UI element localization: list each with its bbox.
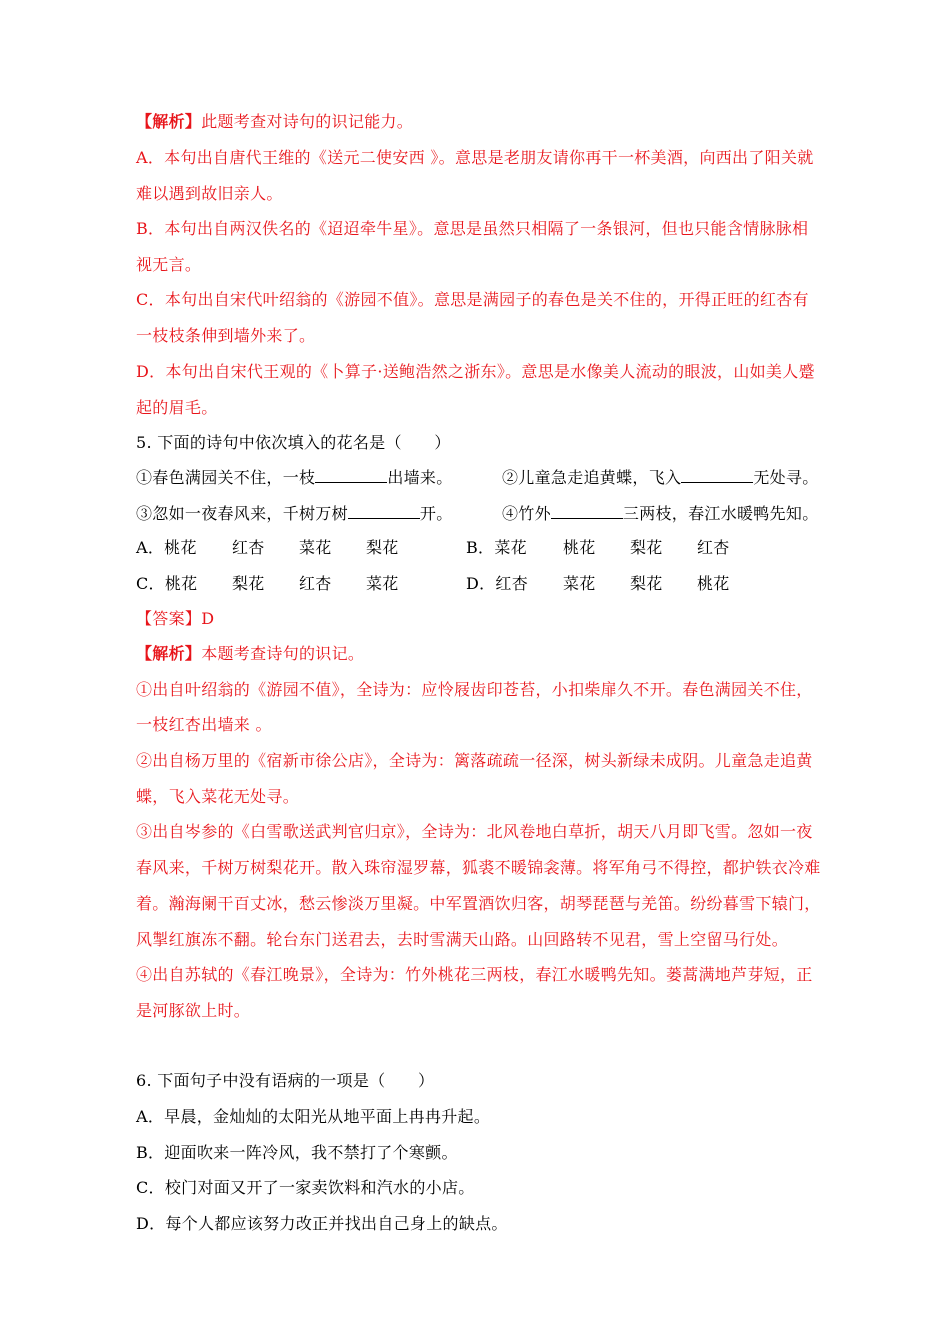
- analysis-4-c-line-2: 一枝枝条伸到墙外来了。: [136, 326, 316, 345]
- analysis-5-item-3-line-1: ③出自岑参的《白雪歌送武判官归京》，全诗为：北风卷地白草折，胡天八月即飞雪。忽如一夜: [136, 822, 813, 841]
- analysis-4-c-line-1: C．本句出自宋代叶绍翁的《游园不值》。意思是满园子的春色是关不住的，开得正旺的红杏有: [136, 290, 809, 309]
- analysis-5-item-2-line-2: 蝶，飞入菜花无处寻。: [136, 787, 300, 806]
- option-c-1: C．桃花: [136, 574, 198, 593]
- analysis-tag: 【解析】: [136, 112, 202, 131]
- option-c-2: 梨花: [232, 574, 265, 593]
- blank-4-prefix: ④竹外: [502, 504, 551, 523]
- analysis-5-item-4-line-2: 是河豚欲上时。: [136, 1001, 251, 1020]
- analysis-5-item-4-line-1: ④出自苏轼的《春江晚景》，全诗为：竹外桃花三两枝，春江水暖鸭先知。蒌蒿满地芦芽短，正: [136, 965, 813, 984]
- blank-3-prefix: ③忽如一夜春风来，千树万树: [136, 504, 348, 523]
- analysis-5-intro-line: [136, 643, 846, 665]
- option-a-3: 菜花: [299, 538, 332, 557]
- analysis-4-intro: 此题考查对诗句的识记能力。: [201, 112, 414, 131]
- question-6-option-b: B．迎面吹来一阵冷风，我不禁打了个寒颤。: [136, 1143, 458, 1162]
- answer-5-line: [136, 608, 846, 630]
- analysis-4-d-line-2: 起的眉毛。: [136, 398, 218, 417]
- question-6-option-a: A．早晨，金灿灿的太阳光从地平面上冉冉升起。: [136, 1107, 491, 1126]
- blank-3-item: [136, 503, 453, 525]
- analysis-5-item-3-line-3: 着。瀚海阑干百丈冰，愁云惨淡万里凝。中军置酒饮归客，胡琴琵琶与羌笛。纷纷暮雪下辕门，: [136, 894, 821, 913]
- analysis-5-item-1-line-2: 一枝红杏出墙来 。: [136, 715, 272, 734]
- question-6-option-d: D．每个人都应该努力改正并找出自己身上的缺点。: [136, 1214, 508, 1233]
- blank-3-suffix: 开。: [419, 504, 453, 523]
- option-b-2: 桃花: [563, 538, 596, 557]
- blank-1-suffix: 出墙来。: [387, 468, 453, 487]
- fill-blank-1: [315, 467, 387, 483]
- answer-value: D: [201, 609, 215, 628]
- option-d-1: D．红杏: [466, 574, 529, 593]
- blank-2-item: [502, 467, 819, 489]
- analysis-4-a-line-2: 难以遇到故旧亲人。: [136, 184, 283, 203]
- blank-2-suffix: 无处寻。: [753, 468, 819, 487]
- analysis-5-item-1-line-1: ①出自叶绍翁的《游园不值》，全诗为：应怜屐齿印苍苔，小扣柴扉久不开。春色满园关不住，: [136, 680, 813, 699]
- option-b-4: 红杏: [697, 538, 730, 557]
- option-b-1: B．菜花: [466, 538, 527, 557]
- analysis-5-item-2-line-1: ②出自杨万里的《宿新市徐公店》，全诗为：篱落疏疏一径深，树头新绿未成阴。儿童急走追黄: [136, 751, 813, 770]
- analysis-5-item-3-line-4: 风掣红旗冻不翻。轮台东门送君去，去时雪满天山路。山回路转不见君，雪上空留马行处。: [136, 930, 789, 949]
- blank-1-prefix: ①春色满园关不住，一枝: [136, 468, 316, 487]
- question-6-option-c: C．校门对面又开了一家卖饮料和汽水的小店。: [136, 1178, 475, 1197]
- fill-blank-3: [348, 503, 420, 519]
- analysis-4-b-line-1: B．本句出自两汉佚名的《迢迢牵牛星》。意思是虽然只相隔了一条银河，但也只能含情脉脉相: [136, 219, 809, 238]
- blank-1-item: [136, 467, 453, 489]
- question-6-stem: 6. 下面句子中没有语病的一项是（ ）: [136, 1071, 435, 1090]
- analysis-5-item-3-line-2: 春风来，千树万树梨花开。散入珠帘湿罗幕，狐裘不暖锦衾薄。将军角弓不得控，都护铁衣冷难: [136, 858, 821, 877]
- analysis-4-intro-line: [136, 111, 846, 133]
- fill-blank-4: [551, 503, 623, 519]
- option-b-3: 梨花: [630, 538, 663, 557]
- blank-4-item: [502, 503, 819, 525]
- option-d-4: 桃花: [697, 574, 730, 593]
- blank-2-prefix: ②儿童急走追黄蝶，飞入: [502, 468, 682, 487]
- analysis-4-b-line-2: 视无言。: [136, 255, 202, 274]
- analysis-5-intro: 本题考查诗句的识记。: [201, 644, 365, 663]
- option-d-3: 梨花: [630, 574, 663, 593]
- option-a-2: 红杏: [232, 538, 265, 557]
- option-a-1: A．桃花: [136, 538, 197, 557]
- analysis-4-a-line-1: A．本句出自唐代王维的《送元二使安西 》。意思是老朋友请你再干一杯美酒，向西出了阳关就: [136, 148, 814, 167]
- analysis-4-d-line-1: D．本句出自宋代王观的《卜算子·送鲍浩然之浙东》。意思是水像美人流动的眼波，山如美人蹙: [136, 362, 815, 381]
- option-d-2: 菜花: [563, 574, 596, 593]
- answer-tag: 【答案】: [136, 609, 202, 628]
- blank-4-suffix: 三两枝，春江水暖鸭先知。: [622, 504, 819, 523]
- option-c-4: 菜花: [366, 574, 399, 593]
- option-c-3: 红杏: [299, 574, 332, 593]
- question-5-stem: 5. 下面的诗句中依次填入的花名是（ ）: [136, 433, 451, 452]
- fill-blank-2: [681, 467, 753, 483]
- analysis-5-tag: 【解析】: [136, 644, 202, 663]
- option-a-4: 梨花: [366, 538, 399, 557]
